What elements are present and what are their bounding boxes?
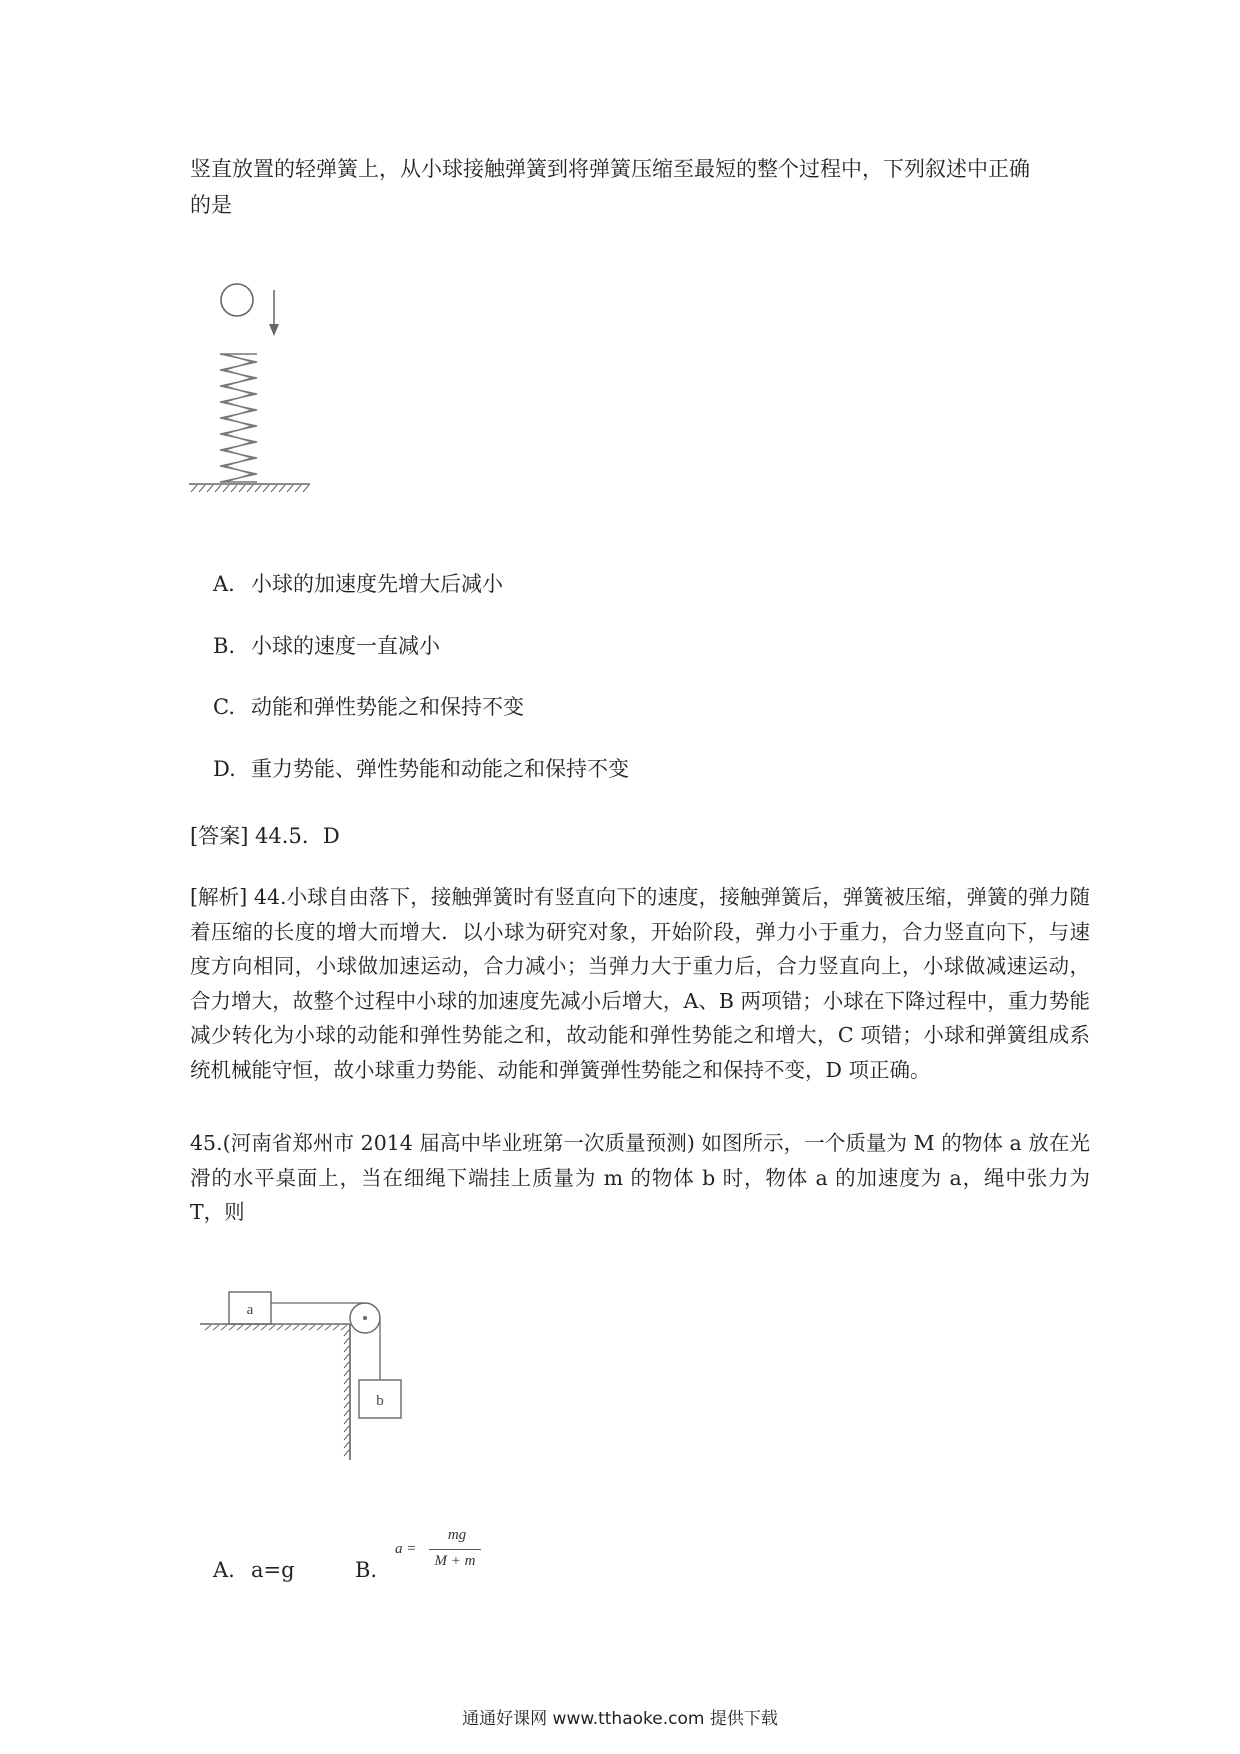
option-letter: C. (213, 695, 235, 719)
ground (189, 484, 310, 492)
option-letter: A. (213, 1558, 235, 1582)
q44-stem-line2: 的是 (190, 193, 232, 217)
formula-lhs: a = (395, 1541, 417, 1557)
option-letter: A. (213, 572, 235, 596)
q44-answer: [答案] 44.5．D (190, 824, 340, 848)
option-letter: D. (213, 757, 236, 781)
block-a-label: a (246, 1302, 254, 1318)
q45-stem: 45.(河南省郑州市 2014 届高中毕业班第一次质量预测) 如图所示，一个质量为 M 的物体 a 放在光滑的水平桌面上，当在细绳下端挂上质量为 m 的物体 b 时，物体 a 的加速度为 a，绳中张力为 T，则 (190, 1131, 1090, 1224)
q45-option-b-letter: B. (355, 1558, 378, 1582)
option-text: 小球的速度一直减小 (251, 634, 440, 658)
block-a (229, 1292, 271, 1324)
down-arrow (269, 290, 279, 336)
fraction-bar (429, 1549, 481, 1550)
q44-option-a (213, 567, 503, 602)
q44-option-c (213, 690, 524, 725)
option-text: 重力势能、弹性势能和动能之和保持不变 (251, 757, 629, 781)
q44-option-d (213, 752, 629, 787)
formula-denominator: M + m (434, 1553, 476, 1569)
formula-numerator: mg (447, 1527, 467, 1543)
q45-option-a (213, 1553, 295, 1588)
footer: 通通好课网 www.tthaoke.com 提供下载 (462, 1709, 778, 1729)
spring (220, 354, 257, 482)
ball-spring-figure (185, 270, 325, 500)
block-b (359, 1380, 401, 1418)
option-text: a=g (251, 1558, 295, 1582)
q44-option-b (213, 629, 440, 664)
table (200, 1324, 350, 1460)
q44-stem-line1: 竖直放置的轻弹簧上，从小球接触弹簧到将弹簧压缩至最短的整个过程中，下列叙述中正确 (190, 157, 1030, 181)
option-text: 动能和弹性势能之和保持不变 (251, 695, 524, 719)
block-b-label: b (376, 1393, 384, 1409)
q44-analysis: [解析] 44.小球自由落下，接触弹簧时有竖直向下的速度，接触弹簧后，弹簧被压缩，弹簧的弹力随着压缩的长度的增大而增大．以小球为研究对象，开始阶段，弹力小于重力，合力竖直向下，与速度方向相同，小球做加速运动，合力减小；当弹力大于重力后，合力竖直向上，小球做减速运动，合力增大，故整个过程中小球的加速度先减小后增大，A、B 两项错；小球在下降过程中，重力势能减少转化为小球的动能和弹性势能之和，故动能和弹性势能之和增大，C 项错；小球和弹簧组成系统机械能守恒，故小球重力势能、动能和弹簧弹性势能之和保持不变，D 项正确。 (190, 885, 1090, 1082)
pulley-figure (195, 1290, 435, 1470)
option-letter: B. (213, 634, 236, 658)
formula-b (395, 1527, 485, 1575)
option-text: 小球的加速度先增大后减小 (251, 572, 503, 596)
ball (221, 284, 253, 316)
